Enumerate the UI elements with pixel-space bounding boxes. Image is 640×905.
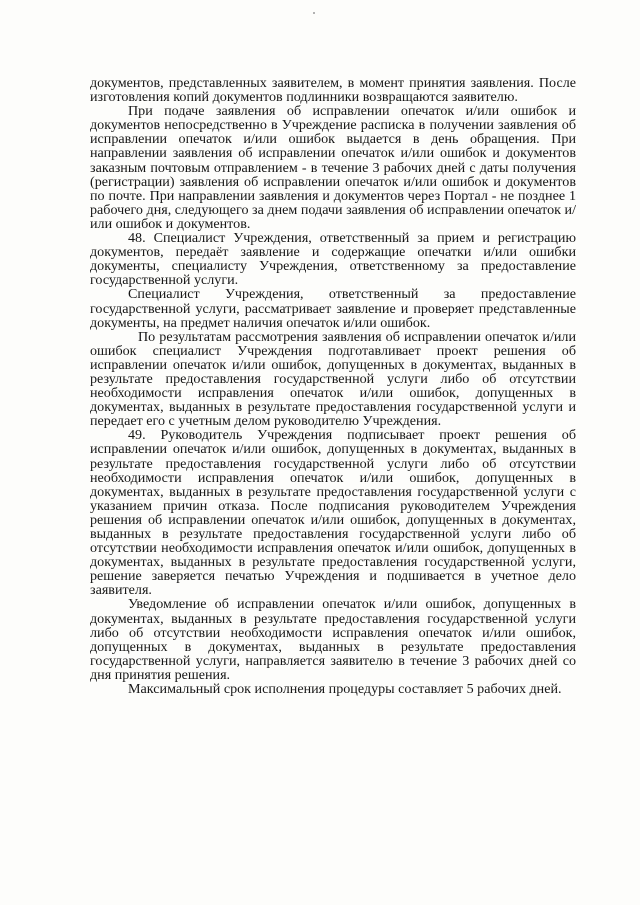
paragraph-specialist-review: Специалист Учреждения, ответственный за предоставление государственной услуги, рассматривает заявление и проверяет представленные документы, на предмет наличия опечаток и/или ошибок. [90,286,576,331]
paragraph-49: 49. Руководитель Учреждения подписывает проект решения об исправлении опечаток и/или ошибок, допущенных в документах, выданных в результате предоставления государственной услуги либо об отсутствии необходимости исправления опечаток и/или ошибок, допущенных в документах, выданных в результате предоставления государственной услуги с указанием причин отказа. После подписания руководителем Учреждения решения об исправлении опечаток и/или ошибок, допущенных в документах, выданных в результате предоставления государственной услуги либо об отсутствии необходимости исправления опечаток и/или ошибок, допущенных в документах, выданных в результате предоставления государственной услуги, решение заверяется печатью Учреждения и подшивается в учетное дело заявителя. [90,427,576,599]
paragraph-review-result: По результатам рассмотрения заявления об исправлении опечаток и/или ошибок специалист Учреждения подготавливает проект решения об исправлении опечаток и/или ошибок, допущенных в документах, выданных в результате предоставления государственной услуги либо об отсутствии необходимости исправления опечаток и/или ошибок, допущенных в документах, выданных в результате предоставления государственной услуги и передает его с учетным делом руководителю Учреждения. [90,328,576,430]
document-body [90,76,576,696]
scan-speck [313,12,315,14]
paragraph-receipt: При подаче заявления об исправлении опечаток и/или ошибок и документов непосредственно в Учреждение расписка в получении заявления об исправлении опечаток и/или ошибок выдается в день обращения. При направлении заявления об исправлении опечаток и/или ошибок и документов заказным почтовым отправлением - в течение 3 рабочих дней с даты получения (регистрации) заявления об исправлении опечаток и/или ошибок и документов по почте. При направлении заявления и документов через Портал - не позднее 1 рабочего дня, следующего за днем подачи заявления об исправлении опечаток и/или ошибок и документов. [90,103,576,232]
paragraph-max-term: Максимальный срок исполнения процедуры составляет 5 рабочих дней. [128,681,562,698]
paragraph-continuation: документов, представленных заявителем, в момент принятия заявления. После изготовления копий документов подлинники возвращаются заявителю. [90,75,576,106]
paragraph-notification: Уведомление об исправлении опечаток и/или ошибок, допущенных в документах, выданных в результате предоставления государственной услуги либо об отсутствии необходимости исправления опечаток и/или ошибок, допущенных в документах, выданных в результате предоставления государственной услуги, направляется заявителю в течение 3 рабочих дней со дня принятия решения. [90,596,576,683]
paragraph-48: 48. Специалист Учреждения, ответственный за прием и регистрацию документов, передаёт заявление и содержащие опечатки и/или ошибки документы, специалисту Учреждения, ответственному за предоставление государственной услуги. [90,230,576,289]
